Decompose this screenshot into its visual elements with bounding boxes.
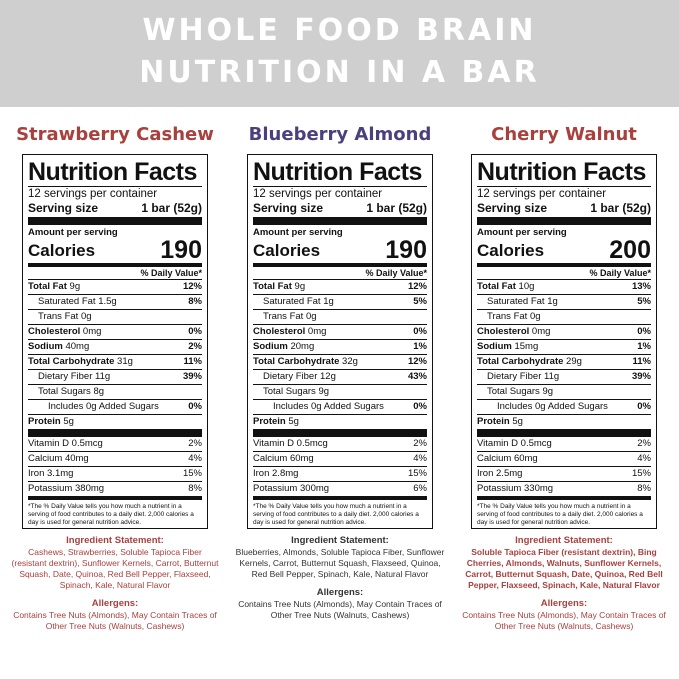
trans-fat-row: Trans Fat 0g	[253, 309, 427, 324]
cholesterol-row: Cholesterol 0mg 0%	[28, 326, 202, 337]
nutrition-facts-panel	[471, 154, 657, 529]
header-banner	[0, 0, 679, 107]
ingredient-statement-title: Ingredient Statement:	[515, 535, 613, 546]
iron-row: Iron 3.1mg 15%	[28, 468, 202, 479]
calories-row	[253, 238, 427, 263]
amount-per-serving: Amount per serving	[477, 227, 567, 238]
daily-value-header: % Daily Value*	[589, 268, 651, 278]
product-column-2	[229, 122, 451, 621]
nutrition-facts-title: Nutrition Facts	[28, 158, 197, 186]
total-carbohydrate-row: Total Carbohydrate 31g 11%	[28, 356, 202, 367]
sodium-row: Sodium 15mg 1%	[477, 341, 651, 352]
calories-label: Calories	[477, 241, 545, 260]
iron-row: Iron 2.5mg 15%	[477, 468, 651, 479]
total-sugars-row: Total Sugars 8g	[28, 384, 202, 399]
added-sugars-row: Includes 0g Added Sugars 0%	[28, 399, 202, 414]
protein-row: Protein 5g	[253, 414, 427, 429]
trans-fat-row: Trans Fat 0g	[477, 309, 651, 324]
protein-row: Protein 5g	[477, 414, 651, 429]
potassium-row: Potassium 300mg 6%	[253, 483, 427, 494]
ingredient-statement-text: Soluble Tapioca Fiber (resistant dextrin), Bing Cherries, Almonds, Walnuts, Sunflower Kernels, Carrot, Butternut Squash, Date, Quinoa, Red Bell Pepper, Flaxseed, Spinach, Kale, Natural Flavor	[465, 547, 663, 590]
sodium-row: Sodium 40mg 2%	[28, 341, 202, 352]
banner-line-1: WHOLE FOOD BRAIN	[142, 13, 537, 48]
dietary-fiber-row: Dietary Fiber 11g 39%	[477, 369, 651, 384]
total-carbohydrate-row: Total Carbohydrate 32g 12%	[253, 356, 427, 367]
serving-size-row	[253, 201, 427, 217]
serving-size-value: 1 bar (52g)	[366, 201, 427, 215]
vitamin-d-row: Vitamin D 0.5mcg 2%	[253, 438, 427, 449]
iron-row: Iron 2.8mg 15%	[253, 468, 427, 479]
serving-size-label: Serving size	[253, 201, 324, 215]
servings-per-container: 12 servings per container	[477, 188, 607, 200]
calcium-row: Calcium 60mg 4%	[253, 453, 427, 464]
daily-value-footnote: *The % Daily Value tells you how much a nutrient in a serving of food contributes to a daily diet. 2,000 calories a day is used for general nutrition advice.	[477, 503, 643, 526]
nutrition-facts-panel	[247, 154, 433, 529]
serving-size-label: Serving size	[28, 201, 99, 215]
trans-fat-row: Trans Fat 0g	[28, 309, 202, 324]
allergens-text: Contains Tree Nuts (Almonds), May Contain Traces of Other Tree Nuts (Walnuts, Cashews)	[13, 610, 217, 631]
dietary-fiber-row: Dietary Fiber 11g 39%	[28, 369, 202, 384]
daily-value-header: % Daily Value*	[365, 268, 427, 278]
calories-row	[477, 238, 651, 263]
potassium-row: Potassium 330mg 8%	[477, 483, 651, 494]
amount-per-serving: Amount per serving	[28, 227, 118, 238]
calories-row	[28, 238, 202, 263]
potassium-row: Potassium 380mg 8%	[28, 483, 202, 494]
nutrition-facts-title: Nutrition Facts	[253, 158, 422, 186]
total-carbohydrate-row: Total Carbohydrate 29g 11%	[477, 356, 651, 367]
total-sugars-row: Total Sugars 9g	[477, 384, 651, 399]
saturated-fat-row: Saturated Fat 1g 5%	[253, 294, 427, 309]
protein-row: Protein 5g	[28, 414, 202, 429]
serving-size-value: 1 bar (52g)	[141, 201, 202, 215]
sodium-row: Sodium 20mg 1%	[253, 341, 427, 352]
ingredient-statement-text: Blueberries, Almonds, Soluble Tapioca Fiber, Sunflower Kernels, Carrot, Butternut Squash, Flaxseed, Quinoa, Red Bell Pepper, Spinach, Kale, Natural Flavor	[235, 547, 445, 579]
allergens-text: Contains Tree Nuts (Almonds), May Contain Traces of Other Tree Nuts (Walnuts, Cashews)	[238, 599, 442, 620]
calories-value: 190	[385, 236, 427, 264]
flavor-title: Cherry Walnut	[491, 124, 637, 145]
allergens-title: Allergens:	[316, 587, 364, 598]
allergens-title: Allergens:	[91, 598, 139, 609]
nutrition-facts-title: Nutrition Facts	[477, 158, 646, 186]
calories-label: Calories	[253, 241, 321, 260]
vitamin-d-row: Vitamin D 0.5mcg 2%	[28, 438, 202, 449]
total-fat-row: Total Fat 9g 12%	[253, 281, 427, 292]
cholesterol-row: Cholesterol 0mg 0%	[253, 326, 427, 337]
added-sugars-row: Includes 0g Added Sugars 0%	[477, 399, 651, 414]
daily-value-footnote: *The % Daily Value tells you how much a nutrient in a serving of food contributes to a daily diet. 2,000 calories a day is used for general nutrition advice.	[253, 503, 419, 526]
ingredient-statement-title: Ingredient Statement:	[66, 535, 164, 546]
total-fat-row: Total Fat 9g 12%	[28, 281, 202, 292]
serving-size-row	[477, 201, 651, 217]
calcium-row: Calcium 60mg 4%	[477, 453, 651, 464]
product-column-3	[453, 122, 675, 632]
cholesterol-row: Cholesterol 0mg 0%	[477, 326, 651, 337]
ingredient-statement-title: Ingredient Statement:	[291, 535, 389, 546]
ingredient-statement-text: Cashews, Strawberries, Soluble Tapioca Fiber (resistant dextrin), Sunflower Kernels, Carrot, Butternut Squash, Date, Quinoa, Red Bell Pepper, Flaxseed, Spinach, Kale, Natural Flavor	[11, 547, 219, 590]
calcium-row: Calcium 40mg 4%	[28, 453, 202, 464]
banner-line-2: NUTRITION IN A BAR	[139, 55, 540, 90]
servings-per-container: 12 servings per container	[253, 188, 383, 200]
calories-label: Calories	[28, 241, 96, 260]
nutrition-facts-panel	[22, 154, 208, 529]
calories-value: 190	[160, 236, 202, 264]
vitamin-d-row: Vitamin D 0.5mcg 2%	[477, 438, 651, 449]
allergens-title: Allergens:	[540, 598, 588, 609]
calories-value: 200	[609, 236, 651, 264]
amount-per-serving: Amount per serving	[253, 227, 343, 238]
serving-size-value: 1 bar (52g)	[590, 201, 651, 215]
daily-value-footnote: *The % Daily Value tells you how much a nutrient in a serving of food contributes to a daily diet. 2,000 calories a day is used for general nutrition advice.	[28, 503, 194, 526]
product-column-1	[4, 122, 226, 632]
flavor-title: Strawberry Cashew	[16, 124, 214, 145]
serving-size-row	[28, 201, 202, 217]
dietary-fiber-row: Dietary Fiber 12g 43%	[253, 369, 427, 384]
daily-value-header: % Daily Value*	[140, 268, 202, 278]
saturated-fat-row: Saturated Fat 1g 5%	[477, 294, 651, 309]
saturated-fat-row: Saturated Fat 1.5g 8%	[28, 294, 202, 309]
total-fat-row: Total Fat 10g 13%	[477, 281, 651, 292]
flavor-title: Blueberry Almond	[248, 124, 432, 145]
serving-size-label: Serving size	[477, 201, 548, 215]
servings-per-container: 12 servings per container	[28, 188, 158, 200]
total-sugars-row: Total Sugars 9g	[253, 384, 427, 399]
allergens-text: Contains Tree Nuts (Almonds), May Contain Traces of Other Tree Nuts (Walnuts, Cashews)	[462, 610, 666, 631]
added-sugars-row: Includes 0g Added Sugars 0%	[253, 399, 427, 414]
